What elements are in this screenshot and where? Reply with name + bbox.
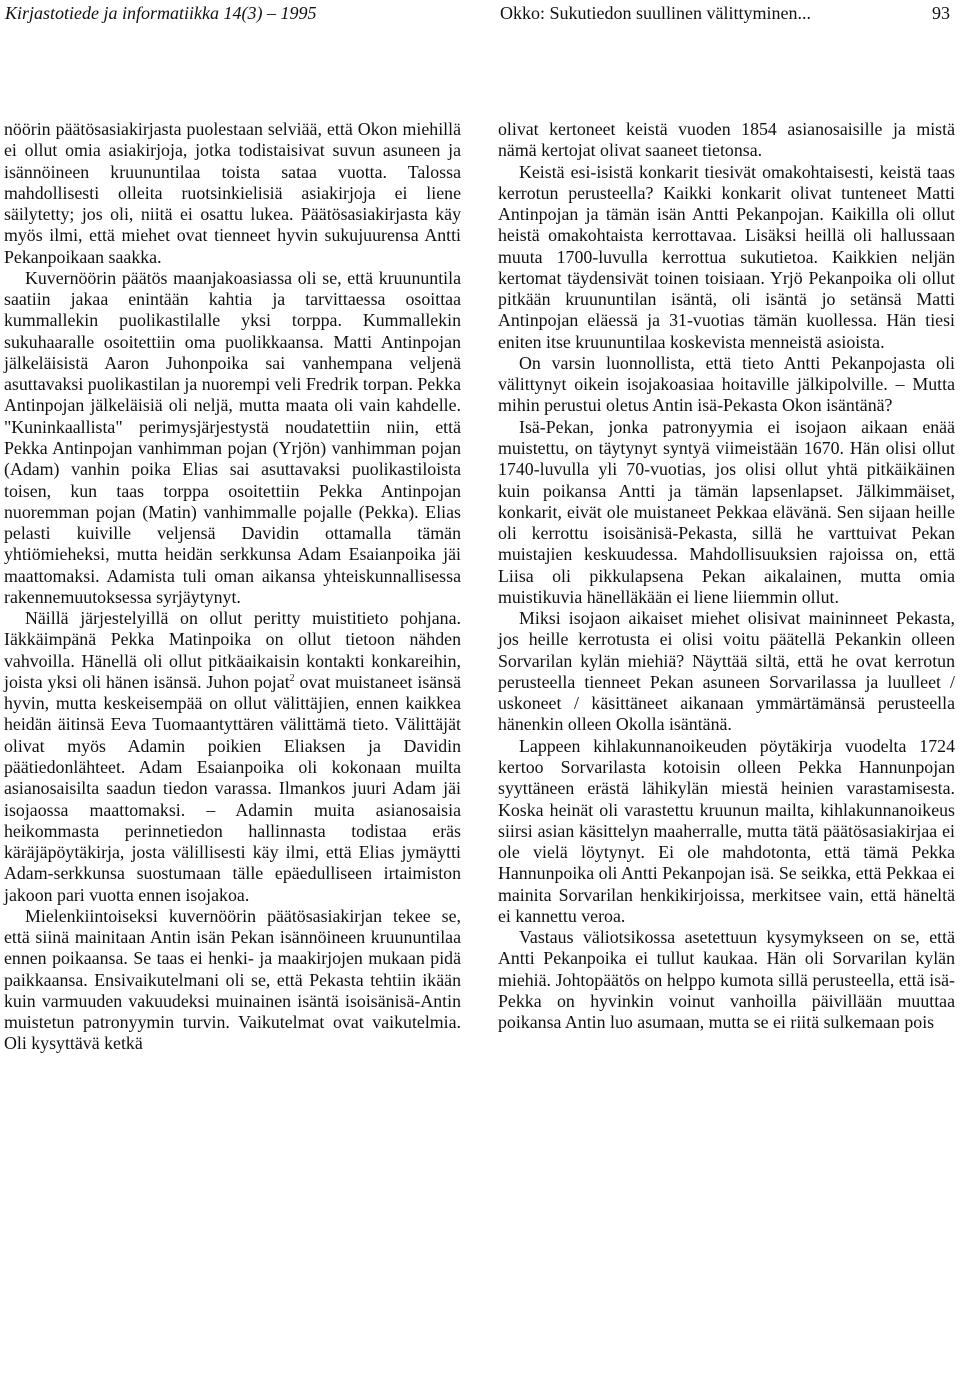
paragraph: Keistä esi-isistä konkarit tiesivät omakohtaisesti, keistä taas kerrotun perusteella? Kaikki konkarit olivat tunteneet Matti Antinpojan ja tämän isän Antti Pekanpojan. Kaikilla oli ollut heistä omakohtaista kerrottavaa. Lisäksi heillä oli hallussaan muuta 1700-luvulla kerrottua sukutietoa. Kaikkien neljän kertomat täydensivät toinen toisiaan. Yrjö Pekanpoika oli ollut pitkään kruununtilan isäntä, oli isäntä jo setänsä Matti Antinpojan eläessä ja 31-vuotias tämän kuollessa. Hän tiesi eniten itse kruununtilaa koskevista menneistä asioista.: [498, 161, 955, 352]
paragraph: [4, 608, 461, 906]
paragraph: Mielenkiintoiseksi kuvernöörin päätösasiakirjan tekee se, että siinä mainitaan Antin isän Pekan isännöineen kruununtilaa ennen poikaansa. Se taas ei henki- ja maakirjojen mukaan pidä paikkaansa. Ensivaikutelmani oli se, että Pekasta tehtiin ikään kuin varmuuden vakuudeksi muinainen isäntä isoisänisä-Antin muistetun patronyymin turvin. Vaikutelmat ovat vaikutelmia. Oli kysyttävä ketkä: [4, 905, 461, 1054]
paragraph: Isä-Pekan, jonka patronyymia ei isojaon aikaan enää muistettu, on täytynyt syntyä viimeistään 1670. Hän olisi ollut 1740-luvulla yli 70-vuotias, jos olisi ollut yhtä pitkäikäinen kuin poikansa Antti ja tämän lapsenlapset. Jälkimmäiset, konkarit, eivät ole muistaneet Pekkaa elävänä. Sen sijaan heille oli kerrottu isoisänisä-Pekasta, sillä he varttuivat Pekan muistajien keskuudessa. Mahdollisuuksien rajoissa on, että Liisa oli pikkulapsena Pekan aikalainen, mutta omia muistikuvia hänelläkään ei liene liiemmin ollut.: [498, 416, 955, 607]
paragraph: Kuvernöörin päätös maanjakoasiassa oli se, että kruununtila saatiin jakaa enintään kahtia ja tarvittaessa osoittaa kummallekin puolikastilalle yksi torppa. Kummallekin sukuhaaralle osoitettiin oma puolikkaansa. Matti Antinpojan jälkeläisistä Aaron Juhonpoika sai vanhempana veljenä asuttavaksi puolikastilan ja nuorempi veli Fredrik torpan. Pekka Antinpojan jälkeläisiä oli neljä, mutta maata oli vain kahdelle. "Kuninkaallista" perimysjärjestystä noudatettiin niin, että Pekka Antinpojan vanhimman pojan (Yrjön) vanhimman pojan (Adam) vanhin poika Elias sai asuttavaksi puolikastiloista toisen, kun taas torppa osoitettiin Pekka Antinpojan nuoremman pojan (Matin) vanhimmalle pojalle (Pekka). Elias pelasti kuiville veljensä Davidin ottamalla tämän yhtiömieheksi, mutta heidän serkkunsa Adam Esaianpoika jäi maattomaksi. Adamista tuli oman aikansa yhteiskunnallisessa rakennemuutoksessa syrjäytynyt.: [4, 267, 461, 607]
page-number: 93: [932, 3, 950, 23]
paragraph: Miksi isojaon aikaiset miehet olisivat maininneet Pekasta, jos heille kerrotusta ei olisi voitu päätellä Pekankin olleen Sorvarilan kylän miehiä? Näyttää siltä, että he ovat kerrotun perusteella tienneet Pekan asuneen Sorvarilassa ja luulleet / uskoneet / käsittäneet aikanaan ymmärtämänsä perusteella hänenkin olleen Okolla isäntänä.: [498, 608, 955, 735]
paragraph: olivat kertoneet keistä vuoden 1854 asianosaisille ja mistä nämä kertojat olivat saaneet tietonsa.: [498, 119, 955, 161]
paragraph: On varsin luonnollista, että tieto Antti Pekanpojasta oli välittynyt oikein isojakoasiaa hoitaville jälkipolville. – Mutta mihin perustui oletus Antin isä-Pekasta Okon isäntänä?: [498, 352, 955, 416]
running-header: [0, 0, 960, 40]
paragraph: Lappeen kihlakunnanoikeuden pöytäkirja vuodelta 1724 kertoo Sorvarilasta kotoisin olleen Pekka Hannunpojan syyttäneen erästä lähikylän miestä heinien varastamisesta. Koska heinät oli varastettu kruunun mailta, kihlakunnanoikeus siirsi asian käsittelyn maaherralle, mutta tätä päätösasiakirjaa ei ole vielä löytynyt. Ei ole mahdotonta, että tämä Pekka Hannunpoika oli Antti Pekanpojan isä. Se seikka, että Pekkaa ei mainita Sorvarilan henkikirjoissa, merkitsee vain, että häneltä ei kannettu veroa.: [498, 735, 955, 926]
paragraph: nöörin päätösasiakirjasta puolestaan selviää, että Okon miehillä ei ollut omia asiakirjoja, jotka todistaisivat suvun asuneen ja isännöineen kruununtilaa toista sataa vuotta. Talossa mahdollisesti olleita ruotsinkielisiä asiakirjoja ei liene säilytetty; jos oli, niitä ei osattu lukea. Päätösasiakirjasta käy myös ilmi, että miehet ovat tienneet hyvin sukujuurensa Antti Pekanpoikaan saakka.: [4, 119, 461, 267]
left-column: [4, 119, 461, 1055]
footnote-marker: 2: [289, 672, 295, 684]
journal-citation: Kirjastotiede ja informatiikka 14(3) – 1995: [5, 3, 317, 23]
article-running-title: Okko: Sukutiedon suullinen välittyminen...: [500, 3, 811, 23]
paragraph-text: ovat muistaneet isänsä hyvin, mutta keskeisempää on ollut välittäjien, ennen kaikkea heidän äitinsä Eeva Tuomaantyttären välittämä tieto. Välittäjät olivat myös Adamin poikien Eliaksen ja Davidin päätiedonlähteet. Adam Esaianpoika oli kokonaan muilta asianosaisilta saadun tiedon varassa. Ilmankos juuri Adam jäi isojaossa maattomaksi. – Adamin muita asianosaisia heikommasta perinnetiedon hallinnasta todistaa eräs käräjäpöytäkirja, josta välillisesti käy ilmi, että Elias jymäytti Adam-serkkunsa suostumaan tälle epäedulliseen irtaimiston jakoon pari vuotta ennen isojakoa.: [4, 671, 461, 905]
paragraph: Vastaus väliotsikossa asetettuun kysymykseen on se, että Antti Pekanpoika ei tullut kaukaa. Hän oli Sorvarilan kylän miehiä. Johtopäätös on helppo kumota sillä perusteella, että isä-Pekka on hyvinkin voinut vanhoilla päivillään muuttaa poikansa Antin luo asumaan, mutta se ei riitä sulkemaan pois: [498, 927, 955, 1033]
right-column: [498, 119, 955, 1033]
paragraph-text: Näillä järjestelyillä on ollut peritty muistitieto pohjana. Iäkkäimpänä Pekka Matinpoika on ollut tietoon nähden vahvoilla. Hänellä oli ollut pitkäaikaisin kontakti konkareihin, joista yksi oli hänen isänsä. Juhon pojat: [4, 608, 461, 692]
